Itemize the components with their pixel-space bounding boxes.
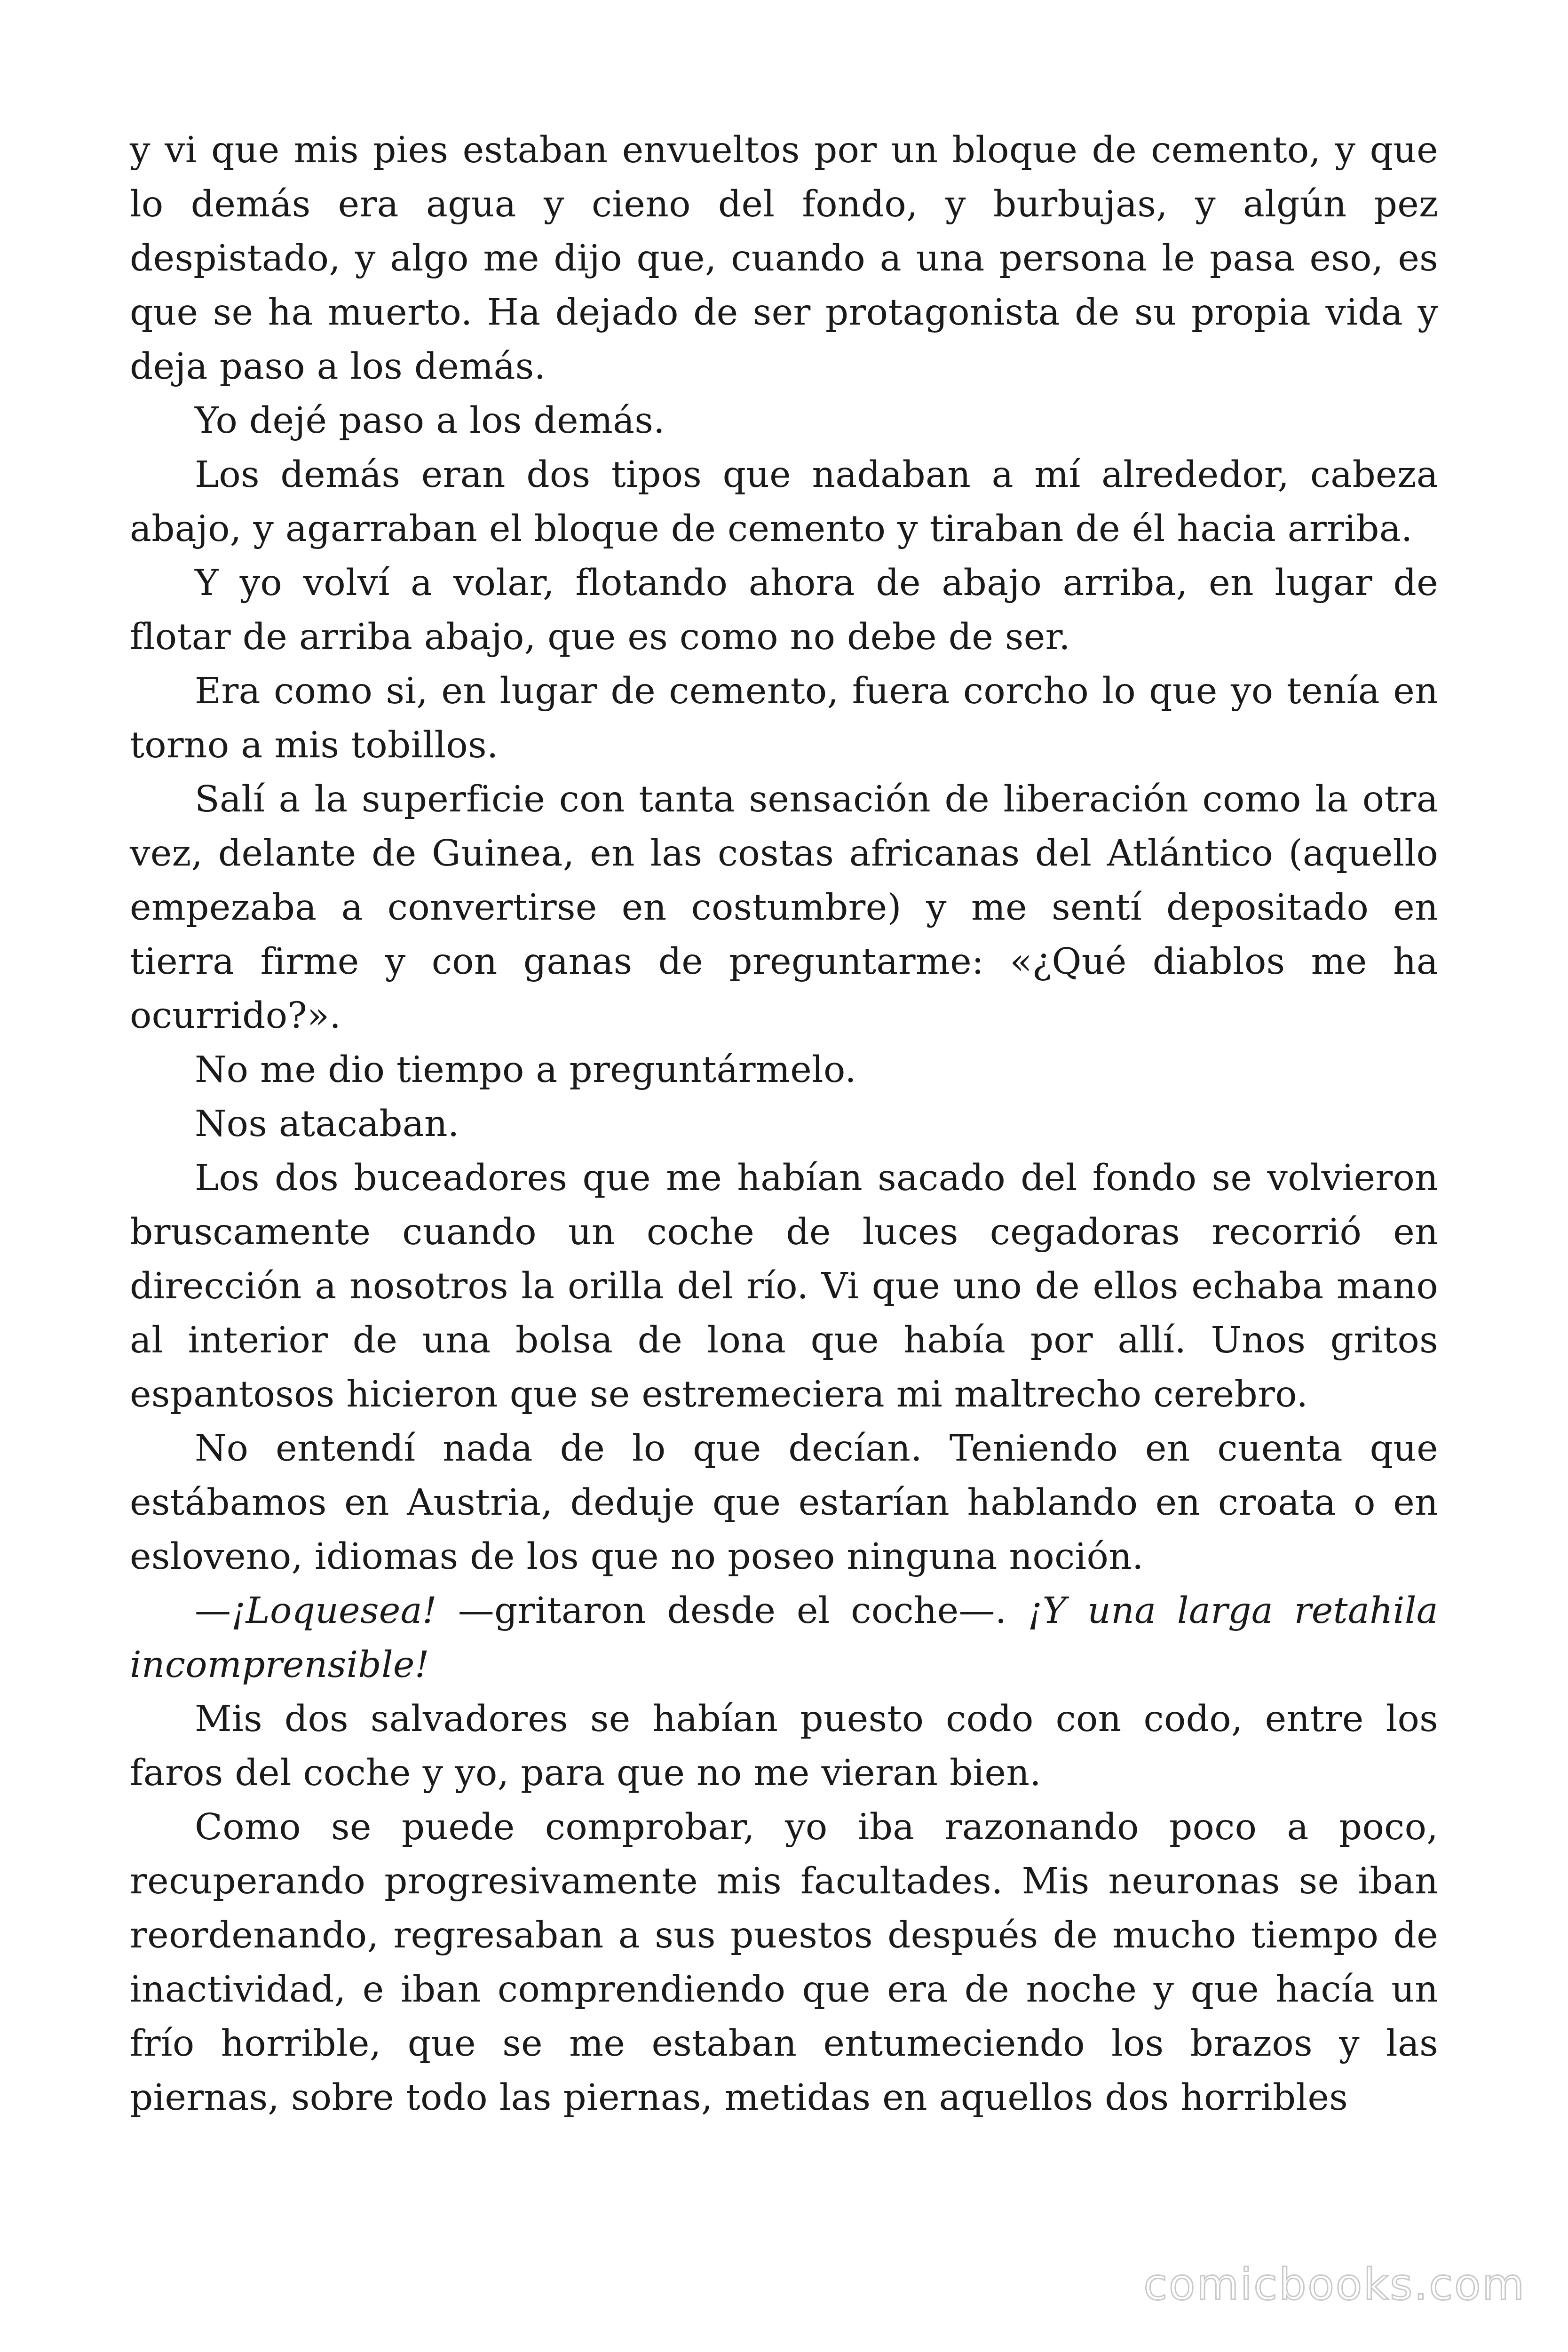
paragraph: [130, 123, 1438, 394]
text-run: Mis dos salvadores se habían puesto codo con codo, entre los faros del coche y yo, para que no me vieran bien.: [130, 1698, 1438, 1794]
text-run: Los dos buceadores que me habían sacado del fondo se volvieron bruscamente cuando un coche de luces cegadoras recorrió en dirección a nosotros la orilla del río. Vi que uno de ellos echaba mano al interior de una bolsa de lona que había por allí. Unos gritos espantosos hicieron que se estremeciera mi maltrecho cerebro.: [130, 1157, 1438, 1415]
paragraph: [130, 556, 1438, 664]
text-run: Nos atacaban.: [195, 1103, 459, 1145]
paragraph: [130, 1692, 1438, 1800]
text-run: Los demás eran dos tipos que nadaban a mí alrededor, cabeza abajo, y agarraban el bloque de cemento y tiraban de él hacia arriba.: [130, 454, 1438, 550]
text-run: —gritaron desde el coche—.: [437, 1590, 1028, 1632]
paragraph: [130, 1043, 1438, 1097]
text-run: Yo dejé paso a los demás.: [195, 400, 665, 442]
text-run: y vi que mis pies estaban envueltos por un bloque de cemento, y que lo demás era agua y cieno del fondo, y burbujas, y algún pez despistado, y algo me dijo que, cuando a una persona le pasa eso, es que se ha muerto. Ha dejado de ser protagonista de su propia vida y deja paso a los demás.: [130, 129, 1438, 388]
text-run: No entendí nada de lo que decían. Teniendo en cuenta que estábamos en Austria, deduje que estarían hablando en croata o en esloveno, idiomas de los que no poseo ninguna noción.: [130, 1428, 1438, 1578]
text-run: Y yo volví a volar, flotando ahora de abajo arriba, en lugar de flotar de arriba abajo, que es como no debe de ser.: [130, 562, 1438, 658]
watermark: comicbooks.com: [1143, 2259, 1526, 2310]
paragraph: [130, 772, 1438, 1043]
text-run: Como se puede comprobar, yo iba razonando poco a poco, recuperando progresivamente mis facultades. Mis neuronas se iban reordenando, regresaban a sus puestos después de mucho tiempo de inactividad, e iban comprendiendo que era de noche y que hacía un frío horrible, que se me estaban entumeciendo los brazos y las piernas, sobre todo las piernas, metidas en aquellos dos horribles: [130, 1806, 1438, 2119]
paragraph: [130, 1422, 1438, 1584]
text-run: Salí a la superficie con tanta sensación de liberación como la otra vez, delante de Guinea, en las costas africanas del Atlántico (aquello empezaba a convertirse en costumbre) y me sentí depositado en tierra firme y con ganas de preguntarme: «¿Qué diablos me ha ocurrido?».: [130, 779, 1438, 1037]
text-run: No me dio tiempo a preguntármelo.: [195, 1049, 857, 1091]
paragraph: [130, 448, 1438, 556]
text-run: —: [195, 1590, 231, 1632]
paragraph: [130, 1097, 1438, 1151]
body-text: [130, 123, 1438, 2125]
paragraph: [130, 1800, 1438, 2125]
text-run: Era como si, en lugar de cemento, fuera corcho lo que yo tenía en torno a mis tobillos.: [130, 670, 1438, 766]
italic-text: ¡Y una larga retahila incomprensible!: [130, 1590, 1438, 1686]
paragraph: [130, 394, 1438, 448]
paragraph: [130, 1584, 1438, 1692]
paragraph: [130, 1151, 1438, 1422]
paragraph: [130, 664, 1438, 772]
italic-text: ¡Loquesea!: [231, 1590, 437, 1632]
